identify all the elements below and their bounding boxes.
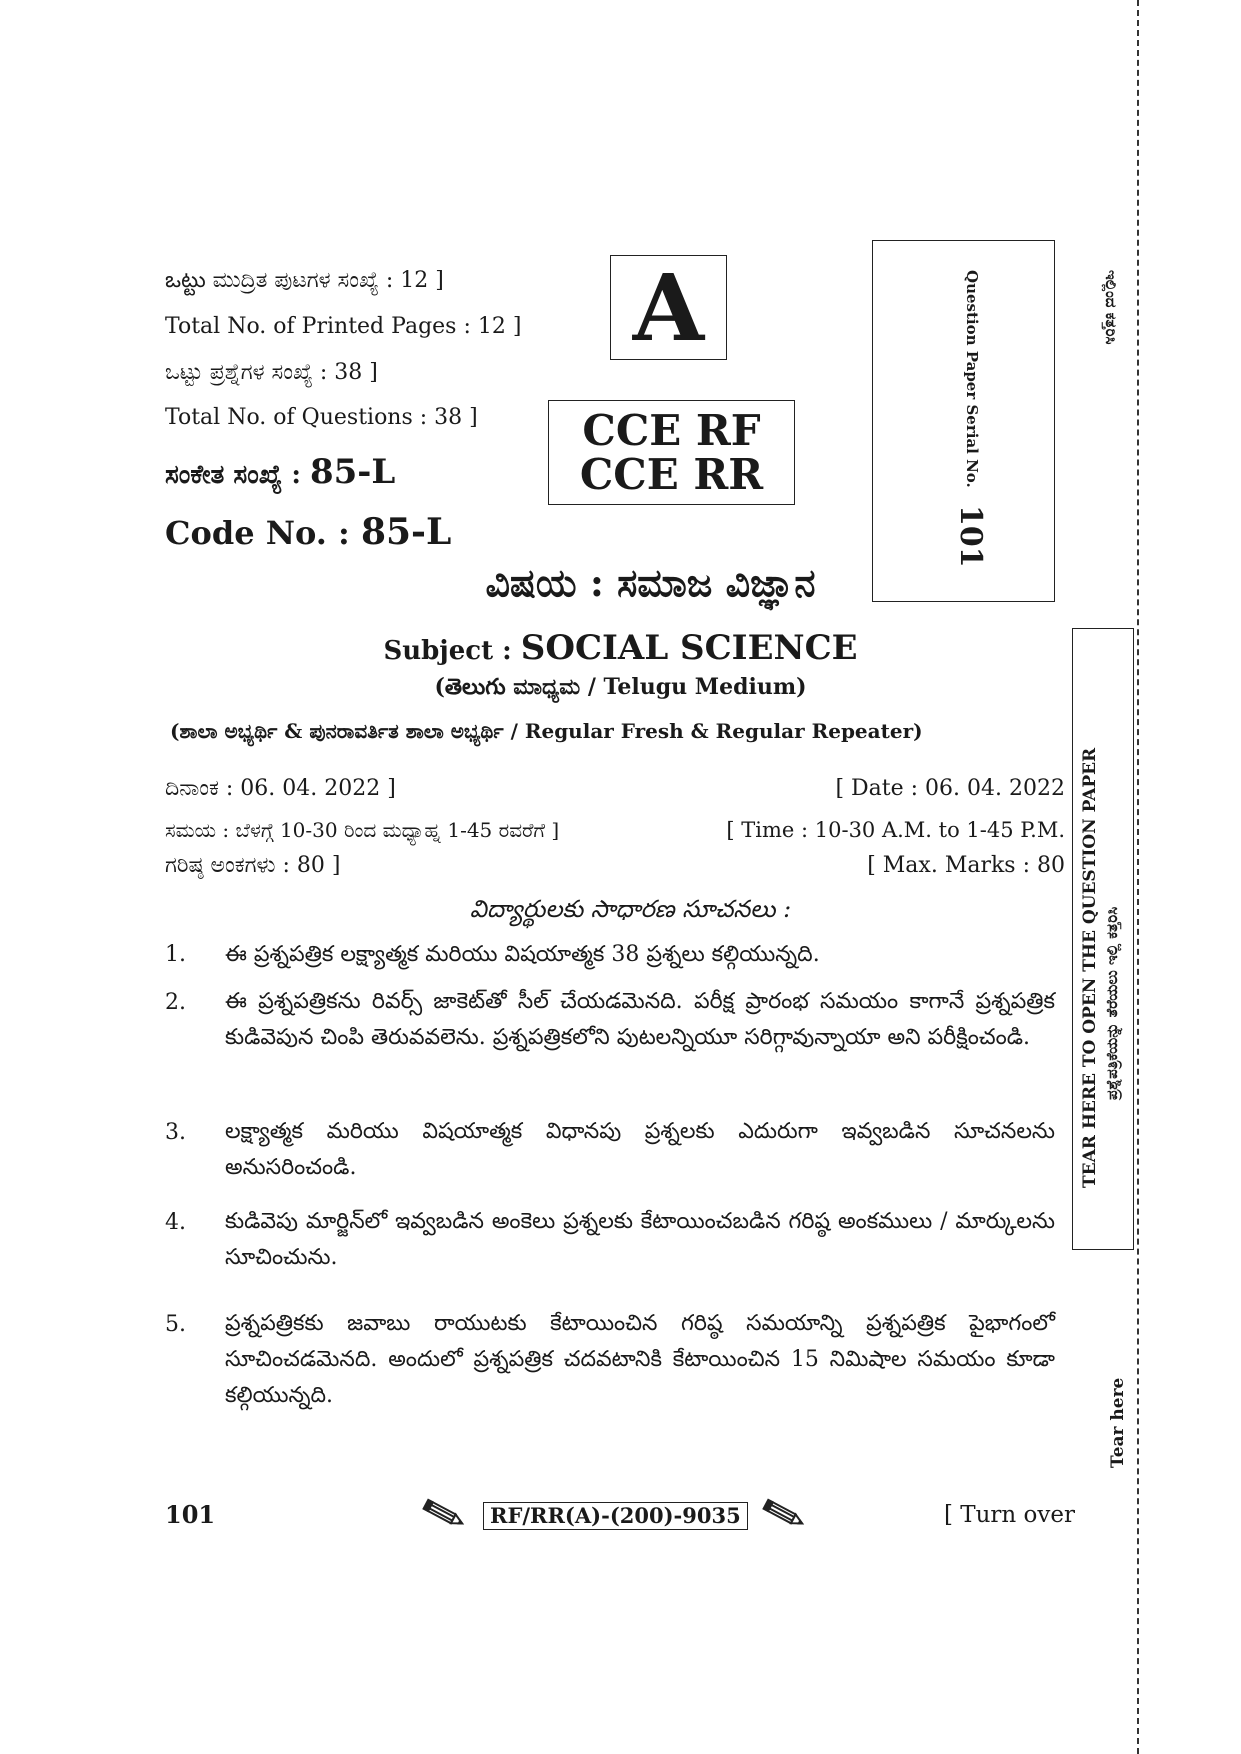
- subject-kn: ವಿಷಯ : ಸಮಾಜ ವಿಜ್ಞಾನ: [485, 560, 816, 605]
- code-number-kn: [165, 452, 395, 495]
- pencil-icon: [420, 1497, 468, 1533]
- instruction-number: 3.: [165, 1120, 186, 1145]
- turn-over: [ Turn over: [943, 1502, 1075, 1528]
- tear-line: [1137, 0, 1139, 1754]
- paper-version-box: [610, 255, 727, 360]
- time-en: [ Time : 10-30 A.M. to 1-45 P.M.: [726, 818, 1065, 842]
- tear-instruction-en: TEAR HERE TO OPEN THE QUESTION PAPER: [1080, 747, 1100, 1188]
- paper-code: RF/RR(A)-(200)-9035: [483, 1502, 748, 1530]
- code-en-label: Code No. :: [165, 514, 361, 552]
- pencil-icon: [760, 1497, 808, 1533]
- scheme-rr: CCE RR: [579, 449, 764, 499]
- code-kn-value: 85-L: [309, 452, 396, 492]
- scheme-rf: CCE RF: [582, 405, 761, 455]
- code-number-en: [165, 510, 451, 555]
- max-marks-kn: ಗರಿಷ್ಠ ಅಂಕಗಳು : 80 ]: [165, 853, 341, 878]
- questions-count-en: Total No. of Questions : 38 ]: [165, 405, 478, 430]
- pages-count-kn: ఒట్టు ಮುದ್ರಿತ ಪುಟಗಳ ಸಂಖ್ಯೆ : 12 ]: [165, 268, 444, 293]
- instruction-number: 4.: [165, 1210, 186, 1235]
- date-en: [ Date : 06. 04. 2022: [835, 776, 1065, 801]
- instruction-number: 2.: [165, 990, 186, 1015]
- code-en-value: 85-L: [360, 511, 452, 553]
- time-kn: ಸಮಯ : ಬೆಳಗ್ಗೆ 10-30 ರಿಂದ ಮಧ್ಯಾಹ್ನ 1-45 ರವರೆಗೆ ]: [165, 818, 560, 842]
- instruction-text: లక్ష్యాత్మక మరియు విషయాత్మక విధానపు ప్రశ్నలకు ఎదురుగా ఇవ్వబడిన సూచనలను అనుసరించండి.: [225, 1119, 1055, 1180]
- pages-count-en: Total No. of Printed Pages : 12 ]: [165, 314, 522, 339]
- paper-version: A: [632, 253, 705, 362]
- max-marks-en: [ Max. Marks : 80: [867, 853, 1065, 878]
- instruction-number: 5.: [165, 1312, 186, 1337]
- instruction-number: 1.: [165, 942, 186, 967]
- tear-instruction-kn: ಪ್ರಶ್ನೆಪತ್ರಿಕೆಯನ್ನು ತೆರೆಯಲು ಇಲ್ಲಿ ಕತ್ತರಿಸಿ: [1103, 906, 1121, 1100]
- instructions-heading: విద్యార్థులకు సాధారణ సూచనలు :: [469, 895, 792, 923]
- footer-serial: 101: [165, 1500, 216, 1529]
- instruction-text: ఈ ప్రశ్నపత్రికను రివర్స్ జాకెట్‌తో సీల్ చేయడమెనది. పరీక్ష ప్రారంభ సమయం కాగానే ప్రశ్నపత్రిక కుడివెపున చింపి తెరువవలెను. ప్రశ్నపత్రికలోని పుటలన్నియూ సరిగ్గావున్నాయా అని పరీక్షించండి.: [225, 989, 1055, 1050]
- instruction-text: ఈ ప్రశ్నపత్రిక లక్ష్యాత్మక మరియు విషయాత్మక 38 ప్రశ్నలు కల్గియున్నది.: [225, 942, 820, 967]
- subject-en-value: SOCIAL SCIENCE: [520, 628, 858, 668]
- candidate-category: (ಶಾಲಾ ಅಭ್ಯರ್ಥಿ & ಪುನರಾವರ್ತಿತ ಶಾಲಾ ಅಭ್ಯರ್ಥಿ / Regular Fresh & Regular Repeater): [170, 719, 923, 743]
- tear-here-label: Tear here: [1108, 1377, 1128, 1468]
- medium: (తెలుగు ಮಾಧ್ಯಮ / Telugu Medium): [434, 674, 807, 700]
- serial-value: 101: [953, 505, 988, 568]
- scheme-box: [548, 400, 795, 505]
- serial-label: Question Paper Serial No.: [963, 270, 981, 488]
- code-kn-label: ಸಂಕೇತ ಸಂಖ್ಯೆ :: [165, 460, 310, 490]
- subject-en-label: Subject :: [383, 636, 521, 666]
- subject-en: [0, 626, 1241, 673]
- tear-label-kn-top: ಇಲ್ಲಿಂದ ಕತ್ತರಿಸಿ: [1102, 270, 1120, 345]
- date-kn: ದಿನಾಂಕ : 06. 04. 2022 ]: [165, 776, 396, 801]
- instruction-text: కుడివెపు మార్జిన్‌లో ఇవ్వబడిన అంకెలు ప్రశ్నలకు కేటాయించబడిన గరిష్ఠ అంకములు / మార్కులను సూచించును.: [225, 1209, 1055, 1270]
- questions-count-kn: ಒಟ್ಟು ಪ್ರಶ್ನೆಗಳ ಸಂಖ್ಯೆ : 38 ]: [165, 360, 378, 385]
- instruction-text: ప్రశ్నపత్రికకు జవాబు రాయుటకు కేటాయించిన గరిష్ఠ సమయాన్ని ప్రశ్నపత్రిక పైభాగంలో సూచించడమెనది. అందులో ప్రశ్నపత్రిక చదవటానికి కేటాయించిన 15 నిమిషాల సమయం కూడా కల్గియున్నది.: [225, 1311, 1055, 1408]
